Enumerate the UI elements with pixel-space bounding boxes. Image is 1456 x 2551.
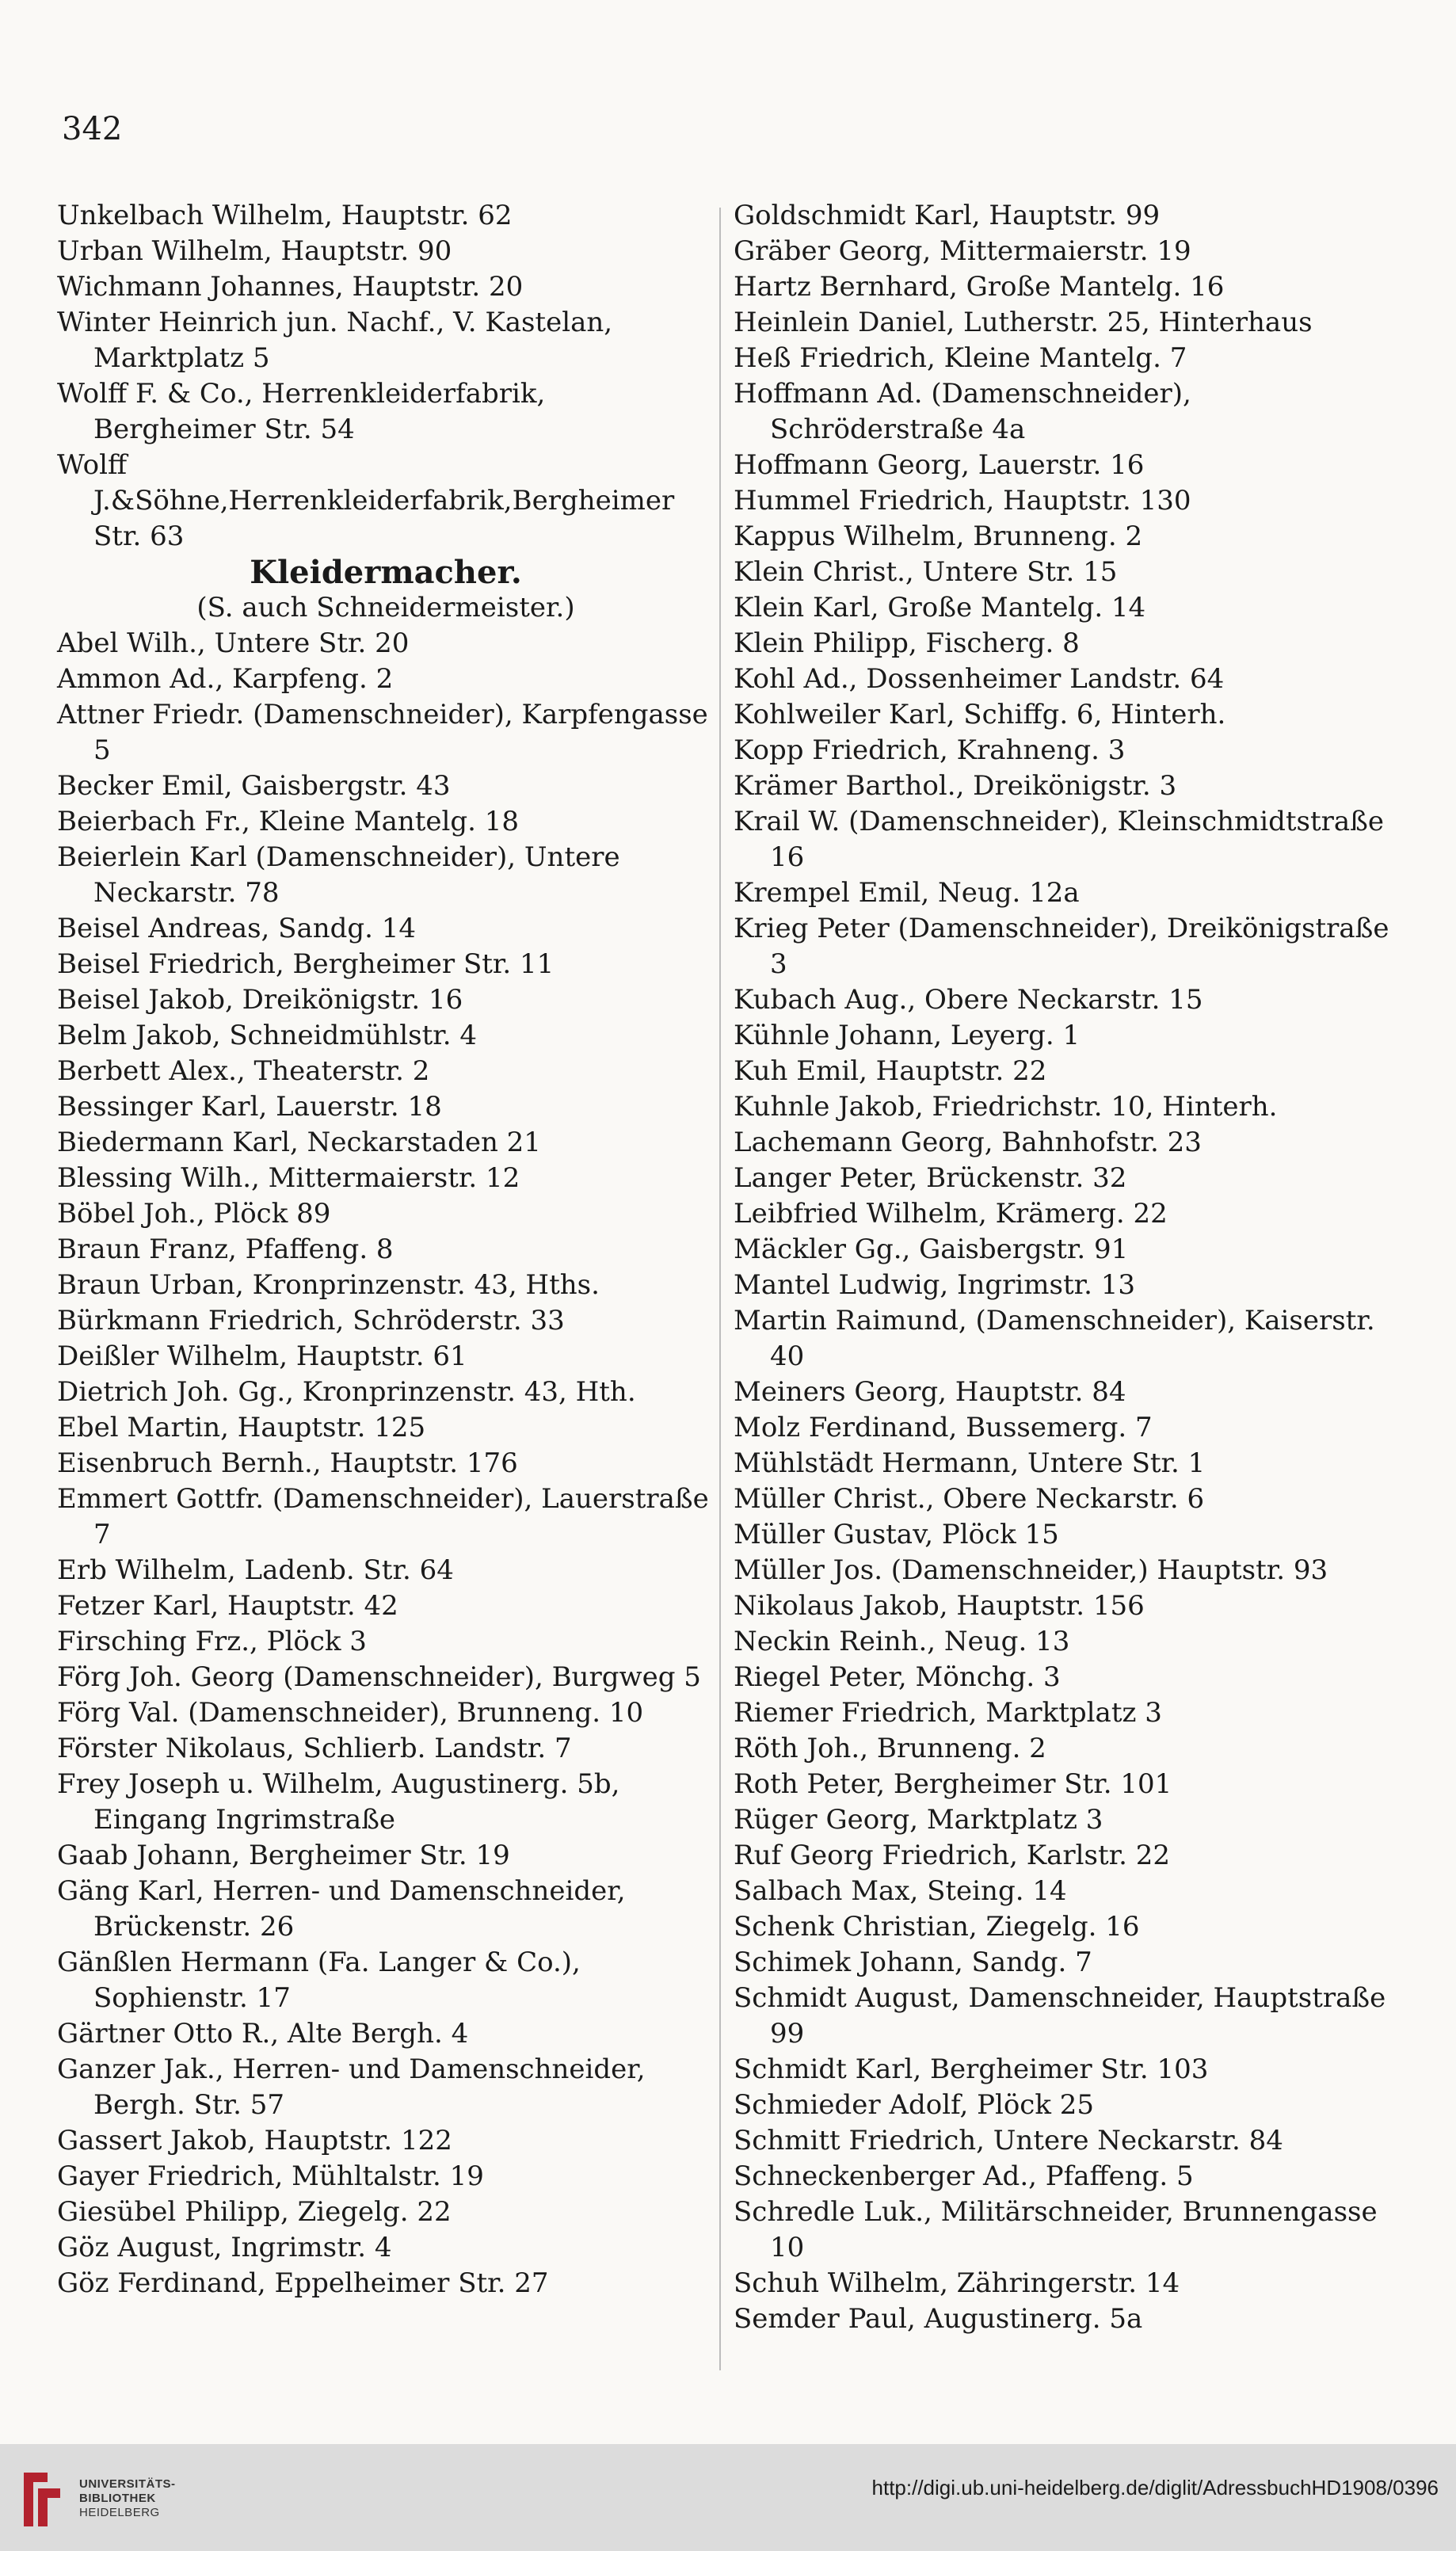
library-logo-icon bbox=[16, 2466, 68, 2533]
list-item: Becker Emil, Gaisbergstr. 43 bbox=[57, 770, 451, 802]
list-item: Klein Karl, Große Mantelg. 14 bbox=[734, 592, 1146, 623]
list-item: Beierlein Karl (Damenschneider), Untere Neckarstr. 78 bbox=[57, 841, 620, 909]
list-item: Krail W. (Damenschneider), Kleinschmidtstraße 16 bbox=[734, 806, 1385, 873]
list-item: Förg Joh. Georg (Damenschneider), Burgweg 5 bbox=[57, 1661, 701, 1693]
list-item: Hartz Bernhard, Große Mantelg. 16 bbox=[734, 271, 1225, 303]
left-column bbox=[57, 198, 715, 2301]
list-item: Gayer Friedrich, Mühltalstr. 19 bbox=[57, 2160, 484, 2192]
list-item: Schenk Christian, Ziegelg. 16 bbox=[734, 1911, 1140, 1943]
list-item: Krieg Peter (Damenschneider), Dreikönigstraße 3 bbox=[734, 913, 1389, 980]
list-item: Belm Jakob, Schneidmühlstr. 4 bbox=[57, 1020, 478, 1051]
list-item: Göz August, Ingrimstr. 4 bbox=[57, 2232, 392, 2263]
list-item: Klein Christ., Untere Str. 15 bbox=[734, 556, 1118, 588]
list-item: Gaab Johann, Bergheimer Str. 19 bbox=[57, 1840, 510, 1871]
list-item: Deißler Wilhelm, Hauptstr. 61 bbox=[57, 1340, 467, 1372]
list-item: Unkelbach Wilhelm, Hauptstr. 62 bbox=[57, 200, 513, 231]
list-item: Kuh Emil, Hauptstr. 22 bbox=[734, 1055, 1047, 1087]
list-item: Abel Wilh., Untere Str. 20 bbox=[57, 627, 410, 659]
section-heading: Kleidermacher. bbox=[250, 554, 522, 591]
list-item: Attner Friedr. (Damenschneider), Karpfengasse 5 bbox=[57, 699, 708, 766]
list-item: Roth Peter, Bergheimer Str. 101 bbox=[734, 1768, 1172, 1800]
list-item: Schimek Johann, Sandg. 7 bbox=[734, 1947, 1092, 1978]
list-item: Schmidt Karl, Bergheimer Str. 103 bbox=[734, 2053, 1209, 2085]
list-item: Urban Wilhelm, Hauptstr. 90 bbox=[57, 235, 452, 267]
list-item: Leibfried Wilhelm, Krämerg. 22 bbox=[734, 1198, 1168, 1230]
list-item: Riegel Peter, Mönchg. 3 bbox=[734, 1661, 1061, 1693]
logo-line-1: UNIVERSITÄTS- bbox=[79, 2477, 176, 2491]
list-item: Schmidt August, Damenschneider, Hauptstraße 99 bbox=[734, 1982, 1386, 2050]
list-item: Müller Christ., Obere Neckarstr. 6 bbox=[734, 1483, 1205, 1515]
library-logo-text bbox=[79, 2477, 176, 2520]
footer-bar bbox=[0, 2444, 1456, 2551]
list-item: Braun Urban, Kronprinzenstr. 43, Hths. bbox=[57, 1269, 600, 1301]
library-logo[interactable] bbox=[16, 2466, 190, 2538]
list-item: Hoffmann Georg, Lauerstr. 16 bbox=[734, 449, 1145, 481]
source-url-link[interactable]: http://digi.ub.uni-heidelberg.de/diglit/AdressbuchHD1908/0396 bbox=[871, 2476, 1439, 2500]
page-number: 342 bbox=[62, 111, 123, 147]
list-item: Meiners Georg, Hauptstr. 84 bbox=[734, 1376, 1126, 1408]
list-item: Berbett Alex., Theaterstr. 2 bbox=[57, 1055, 430, 1087]
list-item: Kubach Aug., Obere Neckarstr. 15 bbox=[734, 984, 1203, 1016]
list-item: Braun Franz, Pfaffeng. 8 bbox=[57, 1234, 394, 1265]
list-item: Emmert Gottfr. (Damenschneider), Lauerstraße 7 bbox=[57, 1483, 709, 1550]
list-item: Goldschmidt Karl, Hauptstr. 99 bbox=[734, 200, 1161, 231]
list-item: Gassert Jakob, Hauptstr. 122 bbox=[57, 2125, 452, 2156]
list-item: Lachemann Georg, Bahnhofstr. 23 bbox=[734, 1127, 1202, 1158]
list-item: Gäng Karl, Herren- und Damenschneider, Brückenstr. 26 bbox=[57, 1875, 626, 1943]
list-item: Gärtner Otto R., Alte Bergh. 4 bbox=[57, 2018, 469, 2050]
list-item: Firsching Frz., Plöck 3 bbox=[57, 1626, 367, 1657]
list-item: Ruf Georg Friedrich, Karlstr. 22 bbox=[734, 1840, 1171, 1871]
list-item: Beierbach Fr., Kleine Mantelg. 18 bbox=[57, 806, 520, 837]
list-item: Fetzer Karl, Hauptstr. 42 bbox=[57, 1590, 398, 1622]
list-item: Neckin Reinh., Neug. 13 bbox=[734, 1626, 1070, 1657]
list-item: Schneckenberger Ad., Pfaffeng. 5 bbox=[734, 2160, 1194, 2192]
list-item: Bürkmann Friedrich, Schröderstr. 33 bbox=[57, 1305, 565, 1337]
list-item: Beisel Friedrich, Bergheimer Str. 11 bbox=[57, 948, 555, 980]
list-item: Ebel Martin, Hauptstr. 125 bbox=[57, 1412, 426, 1443]
list-item: Martin Raimund, (Damenschneider), Kaiserstr. 40 bbox=[734, 1305, 1375, 1372]
list-item: Langer Peter, Brückenstr. 32 bbox=[734, 1162, 1127, 1194]
list-item: Molz Ferdinand, Bussemerg. 7 bbox=[734, 1412, 1153, 1443]
list-item: Wichmann Johannes, Hauptstr. 20 bbox=[57, 271, 524, 303]
list-item: Eisenbruch Bernh., Hauptstr. 176 bbox=[57, 1447, 518, 1479]
list-item: Riemer Friedrich, Marktplatz 3 bbox=[734, 1697, 1162, 1729]
list-item: Mäckler Gg., Gaisbergstr. 91 bbox=[734, 1234, 1129, 1265]
list-item: Giesübel Philipp, Ziegelg. 22 bbox=[57, 2196, 452, 2228]
list-item: Mantel Ludwig, Ingrimstr. 13 bbox=[734, 1269, 1136, 1301]
list-item: Hummel Friedrich, Hauptstr. 130 bbox=[734, 485, 1191, 517]
list-item: Frey Joseph u. Wilhelm, Augustinerg. 5b, Eingang Ingrimstraße bbox=[57, 1768, 620, 1836]
list-item: Mühlstädt Hermann, Untere Str. 1 bbox=[734, 1447, 1206, 1479]
list-item: Salbach Max, Steing. 14 bbox=[734, 1875, 1067, 1907]
list-item: Heinlein Daniel, Lutherstr. 25, Hinterhaus bbox=[734, 307, 1313, 338]
logo-line-2: BIBLIOTHEK bbox=[79, 2492, 156, 2505]
list-item: Förg Val. (Damenschneider), Brunneng. 10 bbox=[57, 1697, 644, 1729]
list-item: Nikolaus Jakob, Hauptstr. 156 bbox=[734, 1590, 1145, 1622]
list-item: Klein Philipp, Fischerg. 8 bbox=[734, 627, 1080, 659]
section-subheading: (S. auch Schneidermeister.) bbox=[196, 592, 575, 623]
list-item: Biedermann Karl, Neckarstaden 21 bbox=[57, 1127, 541, 1158]
list-item: Heß Friedrich, Kleine Mantelg. 7 bbox=[734, 342, 1187, 374]
list-item: Bessinger Karl, Lauerstr. 18 bbox=[57, 1091, 442, 1123]
list-item: Krämer Barthol., Dreikönigstr. 3 bbox=[734, 770, 1177, 802]
list-item: Röth Joh., Brunneng. 2 bbox=[734, 1733, 1046, 1764]
list-item: Schredle Luk., Militärschneider, Brunnengasse 10 bbox=[734, 2196, 1378, 2263]
list-item: Böbel Joh., Plöck 89 bbox=[57, 1198, 331, 1230]
list-item: Wolff J.&Söhne,Herrenkleiderfabrik,Bergheimer Str. 63 bbox=[57, 449, 675, 552]
right-column bbox=[734, 198, 1391, 2337]
list-item: Kappus Wilhelm, Brunneng. 2 bbox=[734, 520, 1143, 552]
list-item: Schmitt Friedrich, Untere Neckarstr. 84 bbox=[734, 2125, 1283, 2156]
list-item: Beisel Jakob, Dreikönigstr. 16 bbox=[57, 984, 463, 1016]
list-item: Kopp Friedrich, Krahneng. 3 bbox=[734, 734, 1126, 766]
list-item: Schmieder Adolf, Plöck 25 bbox=[734, 2089, 1094, 2121]
list-item: Winter Heinrich jun. Nachf., V. Kastelan, Marktplatz 5 bbox=[57, 307, 613, 374]
list-item: Semder Paul, Augustinerg. 5a bbox=[734, 2303, 1143, 2335]
list-item: Rüger Georg, Marktplatz 3 bbox=[734, 1804, 1103, 1836]
list-item: Kühnle Johann, Leyerg. 1 bbox=[734, 1020, 1081, 1051]
list-item: Göz Ferdinand, Eppelheimer Str. 27 bbox=[57, 2267, 549, 2299]
list-item: Müller Gustav, Plöck 15 bbox=[734, 1519, 1059, 1550]
list-item: Kohl Ad., Dossenheimer Landstr. 64 bbox=[734, 663, 1225, 695]
list-item: Schuh Wilhelm, Zähringerstr. 14 bbox=[734, 2267, 1180, 2299]
list-item: Kohlweiler Karl, Schiffg. 6, Hinterh. bbox=[734, 699, 1226, 730]
list-item: Ganzer Jak., Herren- und Damenschneider, Bergh. Str. 57 bbox=[57, 2053, 646, 2121]
list-item: Förster Nikolaus, Schlierb. Landstr. 7 bbox=[57, 1733, 572, 1764]
list-item: Gänßlen Hermann (Fa. Langer & Co.), Sophienstr. 17 bbox=[57, 1947, 581, 2014]
list-item: Krempel Emil, Neug. 12a bbox=[734, 877, 1080, 909]
list-item: Hoffmann Ad. (Damenschneider), Schröderstraße 4a bbox=[734, 378, 1191, 445]
list-item: Blessing Wilh., Mittermaierstr. 12 bbox=[57, 1162, 520, 1194]
list-item: Beisel Andreas, Sandg. 14 bbox=[57, 913, 417, 944]
list-item: Erb Wilhelm, Ladenb. Str. 64 bbox=[57, 1554, 454, 1586]
logo-line-3: HEIDELBERG bbox=[79, 2506, 160, 2519]
list-item: Dietrich Joh. Gg., Kronprinzenstr. 43, Hth. bbox=[57, 1376, 636, 1408]
list-item: Müller Jos. (Damenschneider,) Hauptstr. 93 bbox=[734, 1554, 1328, 1586]
list-item: Kuhnle Jakob, Friedrichstr. 10, Hinterh. bbox=[734, 1091, 1278, 1123]
list-item: Ammon Ad., Karpfeng. 2 bbox=[57, 663, 394, 695]
list-item: Wolff F. & Co., Herrenkleiderfabrik, Bergheimer Str. 54 bbox=[57, 378, 546, 445]
list-item: Gräber Georg, Mittermaierstr. 19 bbox=[734, 235, 1191, 267]
column-divider bbox=[719, 208, 721, 2370]
